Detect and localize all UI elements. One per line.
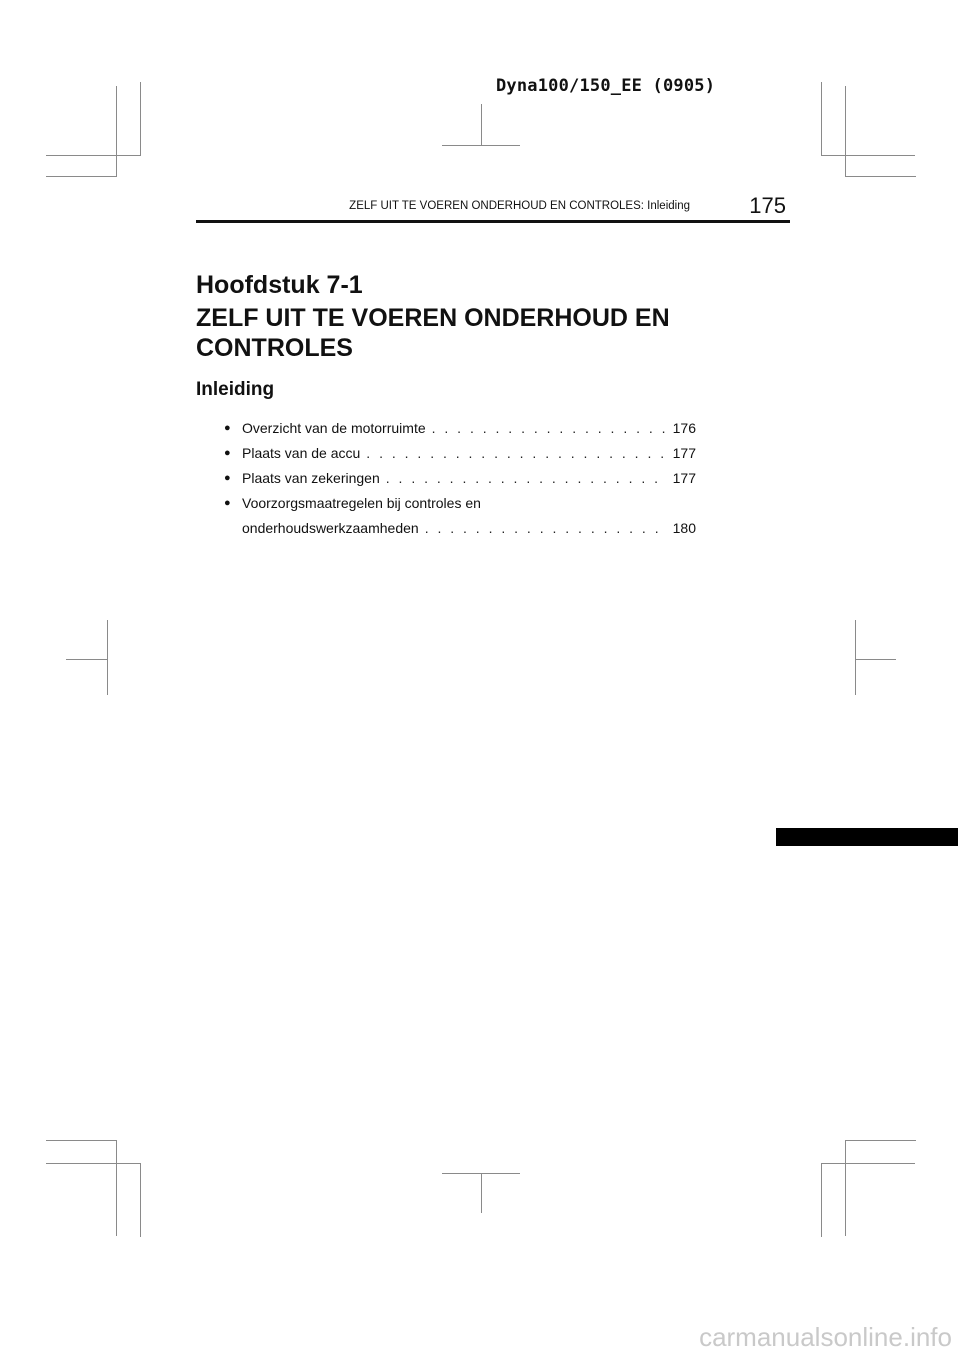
header-title: ZELF UIT TE VOEREN ONDERHOUD EN CONTROLES: Inleiding bbox=[349, 200, 690, 212]
crop-mark bbox=[481, 104, 482, 146]
dot-leader bbox=[366, 441, 666, 466]
crop-mark bbox=[442, 145, 520, 146]
chapter-title-line: ZELF UIT TE VOEREN ONDERHOUD EN bbox=[196, 304, 670, 332]
crop-mark bbox=[140, 82, 141, 156]
chapter-heading-block bbox=[196, 270, 756, 401]
crop-mark bbox=[481, 1173, 482, 1213]
crop-mark bbox=[442, 1173, 520, 1174]
dot-leader bbox=[386, 466, 667, 491]
crop-mark bbox=[46, 176, 117, 177]
section-title: Inleiding bbox=[196, 379, 275, 400]
toc-item-text: Plaats van de accu bbox=[242, 445, 361, 461]
crop-mark bbox=[845, 86, 846, 176]
toc-item-text: Plaats van zekeringen bbox=[242, 470, 380, 486]
crop-mark bbox=[821, 155, 915, 156]
toc-item-text: onderhoudswerkzaamheden bbox=[242, 520, 419, 536]
crop-mark bbox=[821, 82, 822, 156]
running-header bbox=[196, 192, 790, 223]
dot-leader bbox=[425, 516, 667, 541]
crop-mark bbox=[116, 1140, 117, 1236]
bullet-icon: ● bbox=[224, 497, 231, 509]
toc-list bbox=[224, 416, 696, 541]
thumb-index-tab bbox=[776, 828, 958, 846]
toc-item-text: Overzicht van de motorruimte bbox=[242, 420, 426, 436]
crop-mark bbox=[46, 155, 140, 156]
crop-mark bbox=[855, 620, 856, 695]
toc-item-page: 176 bbox=[672, 420, 696, 436]
toc-item[interactable] bbox=[224, 441, 696, 466]
document-code: Dyna100/150_EE (0905) bbox=[496, 76, 716, 96]
crop-mark bbox=[46, 1163, 140, 1164]
toc-item[interactable] bbox=[224, 416, 696, 441]
toc-item-page: 180 bbox=[672, 520, 696, 536]
toc-item-text-line: Voorzorgsmaatregelen bij controles en bbox=[242, 495, 481, 511]
watermark: carmanualsonline.info bbox=[699, 1322, 952, 1352]
crop-mark bbox=[845, 1140, 916, 1141]
crop-mark bbox=[116, 86, 117, 176]
bullet-icon: ● bbox=[224, 447, 231, 459]
crop-mark bbox=[140, 1163, 141, 1237]
page-number: 175 bbox=[749, 193, 786, 218]
chapter-number: Hoofdstuk 7-1 bbox=[196, 271, 363, 299]
crop-mark bbox=[821, 1163, 822, 1237]
chapter-title-line: CONTROLES bbox=[196, 334, 353, 362]
crop-mark bbox=[66, 659, 107, 660]
dot-leader bbox=[432, 416, 667, 441]
crop-mark bbox=[845, 1140, 846, 1236]
crop-mark bbox=[821, 1163, 915, 1164]
toc-item-page: 177 bbox=[672, 445, 696, 461]
toc-item-page: 177 bbox=[672, 470, 696, 486]
crop-mark bbox=[855, 659, 896, 660]
crop-mark bbox=[107, 620, 108, 695]
bullet-icon: ● bbox=[224, 472, 231, 484]
toc-item[interactable] bbox=[224, 491, 696, 541]
crop-mark bbox=[46, 1140, 117, 1141]
chapter-title bbox=[196, 303, 756, 363]
crop-mark bbox=[845, 176, 916, 177]
bullet-icon: ● bbox=[224, 422, 231, 434]
toc-item[interactable] bbox=[224, 466, 696, 491]
